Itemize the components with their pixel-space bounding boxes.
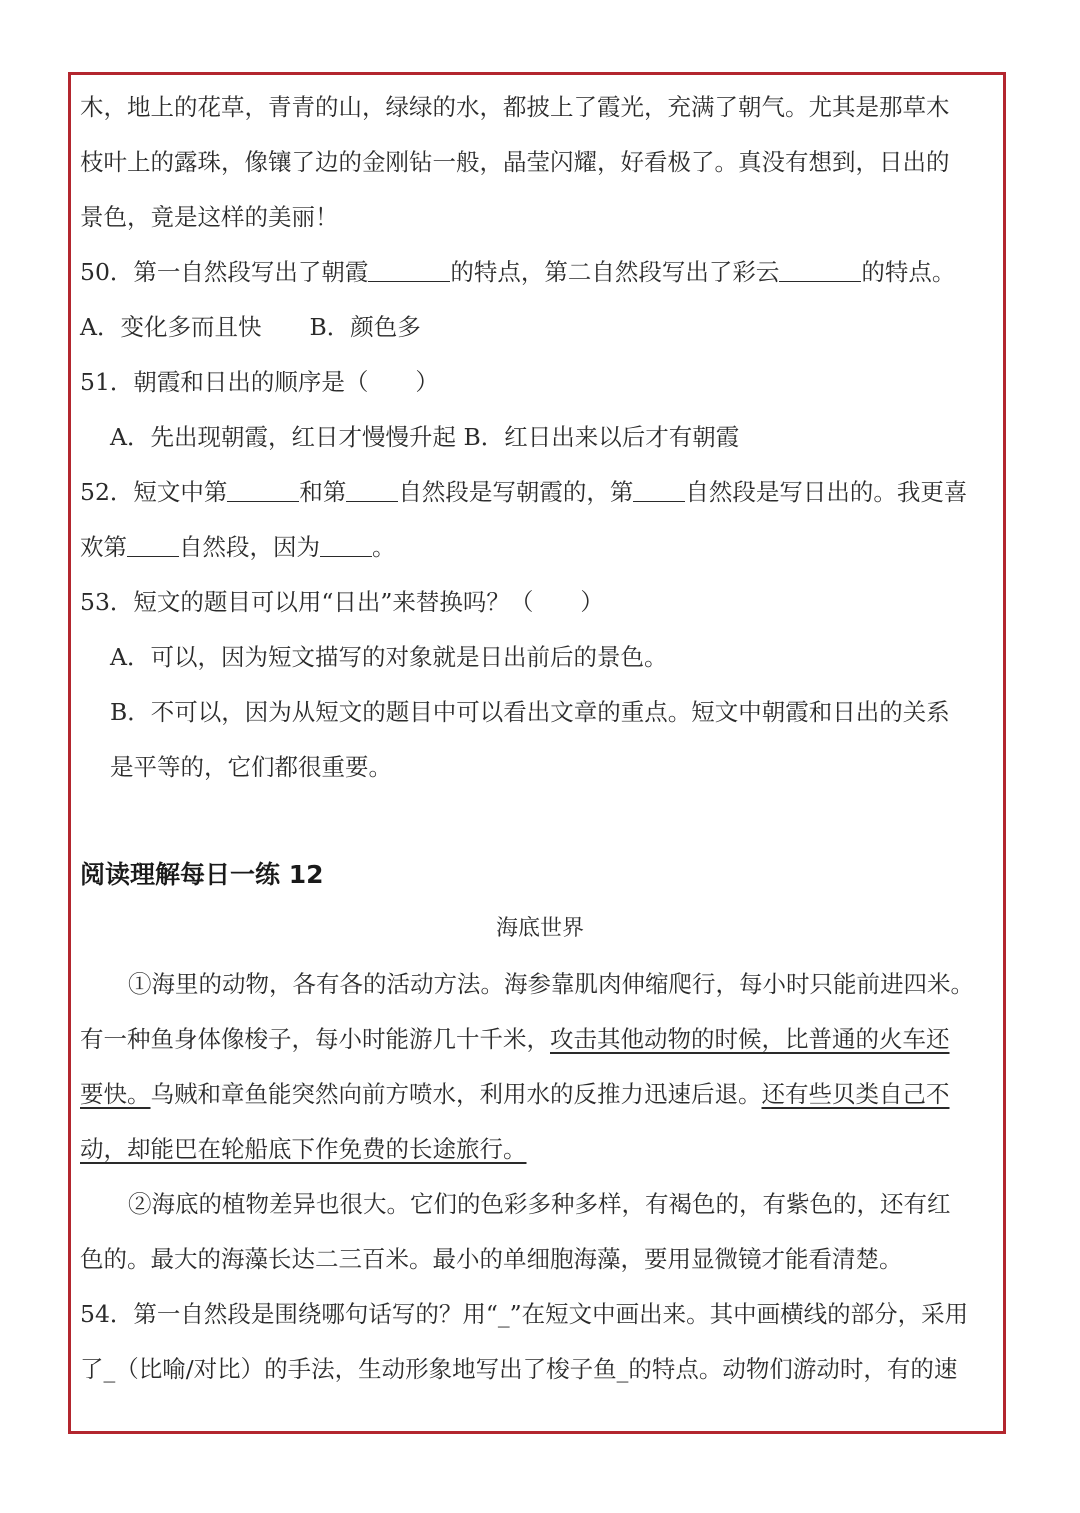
q50-blank-2[interactable] xyxy=(779,259,861,282)
section-heading: 阅读理解每日一练 12 xyxy=(80,860,324,889)
q50-option-b: B．颜色多 xyxy=(309,313,421,341)
q52-text-4: 自然段是写日出的。我更喜 xyxy=(685,478,968,506)
q51-options: A．先出现朝霞，红日才慢慢升起 B．红日出来以后才有朝霞 xyxy=(110,423,740,451)
q52-text-3: 自然段是写朝霞的，第 xyxy=(398,478,634,506)
para1-line-2 xyxy=(80,1024,950,1054)
para2-line-2: 色的。最大的海藻长达二三百米。最小的单细胞海藻，要用显微镜才能看清楚。 xyxy=(80,1245,903,1273)
q53-option-b-line-2: 是平等的，它们都很重要。 xyxy=(110,753,392,781)
q52-text-1: 52．短文中第 xyxy=(80,478,228,506)
q52-text-2: 和第 xyxy=(299,478,347,506)
question-54-line-2: 了_（比喻/对比）的手法，生动形象地写出了梭子鱼_的特点。动物们游动时，有的速 xyxy=(80,1355,958,1383)
q52-blank-2[interactable] xyxy=(346,479,398,502)
para1-underlined-3: 还有些贝类自己不 xyxy=(761,1080,950,1108)
para1-underlined-1: 攻击其他动物的时候，比普通的火车还 xyxy=(550,1025,950,1053)
passage-line-1: 木，地上的花草，青青的山，绿绿的水，都披上了霞光，充满了朝气。尤其是那草木 xyxy=(80,93,950,121)
para1-line-3-plain: 乌贼和章鱼能突然向前方喷水，利用水的反推力迅速后退。 xyxy=(150,1080,762,1108)
q50-blank-1[interactable] xyxy=(368,259,450,282)
para1-underlined-2: 要快。 xyxy=(80,1080,151,1108)
question-50 xyxy=(80,257,955,287)
q52-blank-3[interactable] xyxy=(633,479,685,502)
passage-line-2: 枝叶上的露珠，像镶了边的金刚钻一般，晶莹闪耀，好看极了。真没有想到，日出的 xyxy=(80,148,950,176)
q52-text-5: 欢第 xyxy=(80,533,127,561)
q50-text-1: 50．第一自然段写出了朝霞 xyxy=(80,258,369,286)
passage-line-3: 景色，竟是这样的美丽！ xyxy=(80,203,339,231)
para2-line-1: ②海底的植物差异也很大。它们的色彩多种多样，有褐色的，有紫色的，还有红 xyxy=(128,1190,951,1218)
q52-blank-4[interactable] xyxy=(127,534,179,557)
question-52-line-1 xyxy=(80,477,967,507)
q52-blank-5[interactable] xyxy=(320,534,372,557)
q53-option-a: A．可以，因为短文描写的对象就是日出前后的景色。 xyxy=(110,643,668,671)
question-51: 51．朝霞和日出的顺序是（ ） xyxy=(80,368,439,396)
para1-line-4 xyxy=(80,1134,527,1164)
question-53: 53．短文的题目可以用“日出”来替换吗？（ ） xyxy=(80,588,604,616)
question-52-line-2 xyxy=(80,532,396,562)
para1-line-2-plain: 有一种鱼身体像梭子，每小时能游几十千米， xyxy=(80,1025,550,1053)
para1-line-1: ①海里的动物，各有各的活动方法。海参靠肌肉伸缩爬行，每小时只能前进四米。 xyxy=(128,970,974,998)
para1-underlined-4: 动，却能巴在轮船底下作免费的长途旅行。 xyxy=(80,1135,527,1163)
q50-text-3: 的特点。 xyxy=(861,258,956,286)
q52-blank-1[interactable] xyxy=(227,479,299,502)
q50-text-2: 的特点，第二自然段写出了彩云 xyxy=(450,258,780,286)
q50-option-a: A．变化多而且快 xyxy=(80,313,262,341)
q53-option-b-line-1: B．不可以，因为从短文的题目中可以看出文章的重点。短文中朝霞和日出的关系 xyxy=(110,698,950,726)
q52-text-6: 自然段，因为 xyxy=(179,533,320,561)
q50-options xyxy=(80,312,421,342)
passage-title: 海底世界 xyxy=(495,916,584,941)
para1-line-3 xyxy=(80,1079,950,1109)
q52-text-7: 。 xyxy=(372,533,396,561)
question-54-line-1: 54．第一自然段是围绕哪句话写的？用“_”在短文中画出来。其中画横线的部分，采用 xyxy=(80,1300,969,1328)
